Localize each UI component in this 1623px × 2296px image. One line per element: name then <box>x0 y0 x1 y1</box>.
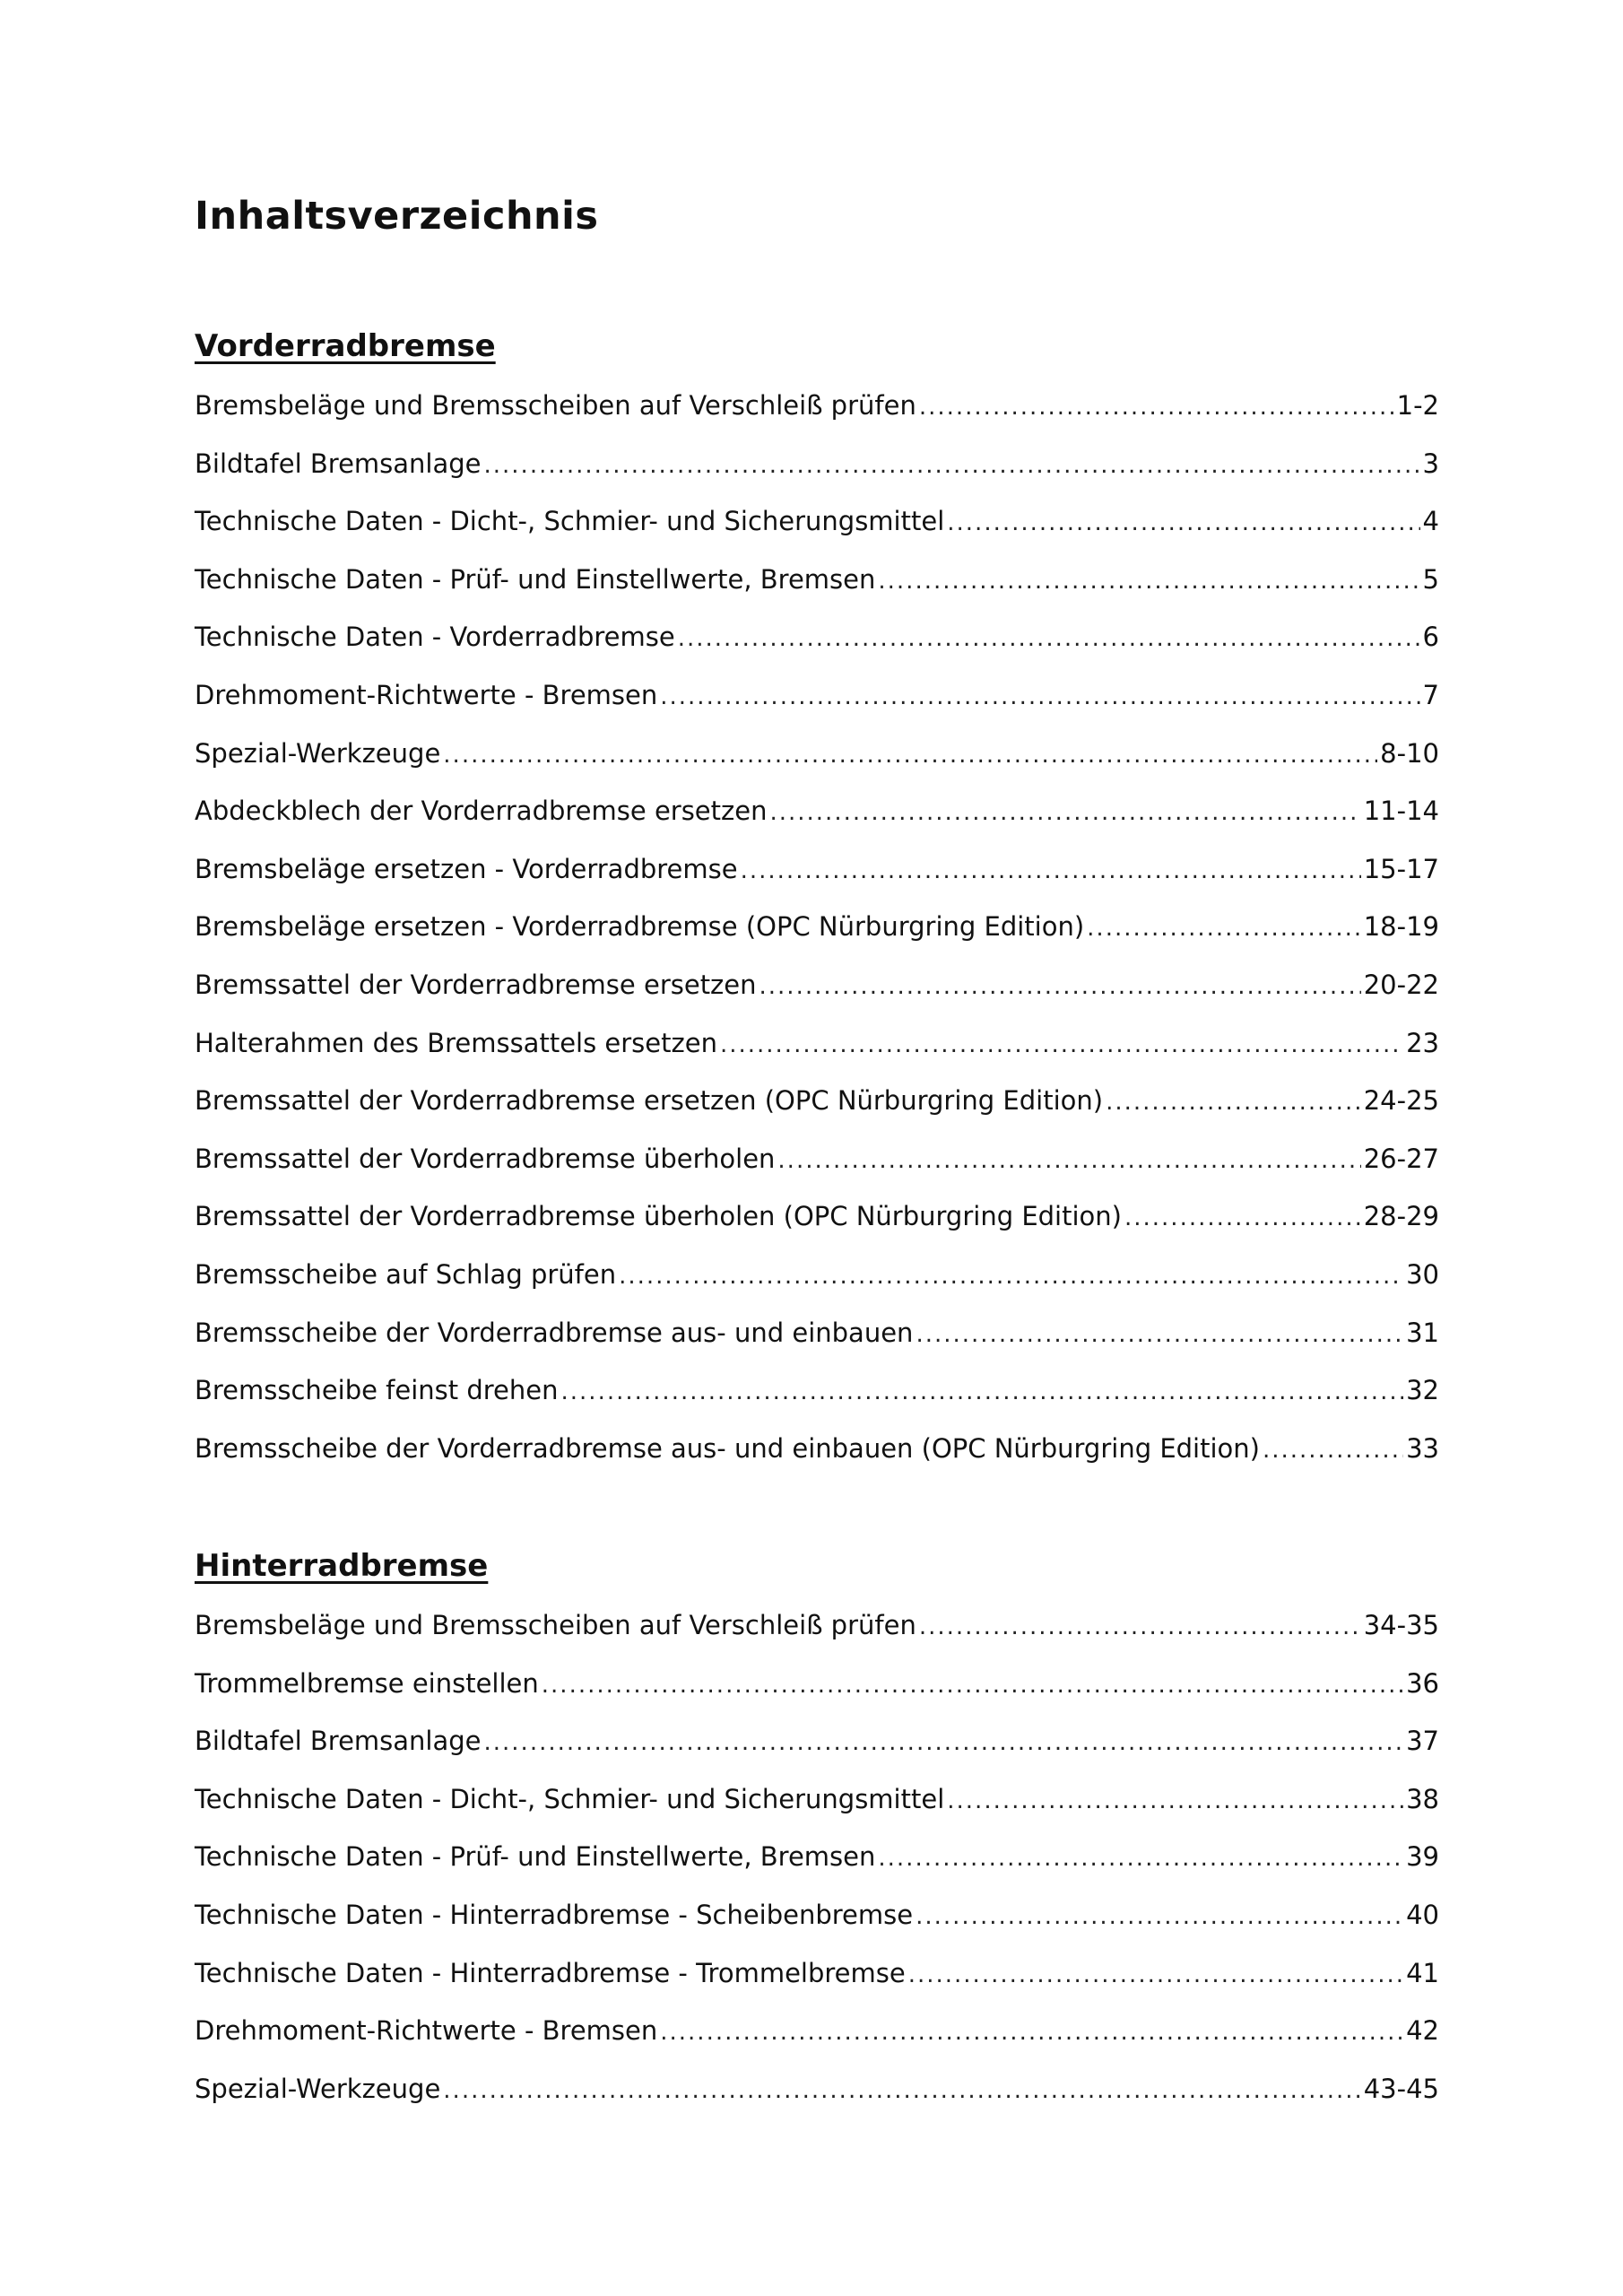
toc-entry[interactable] <box>195 1246 1439 1304</box>
toc-entry-label: Bildtafel Bremsanlage <box>195 448 482 479</box>
toc-entry-page-number: 20-22 <box>1363 969 1439 1000</box>
dot-leader <box>1124 1189 1361 1247</box>
toc-entry[interactable] <box>195 1187 1439 1246</box>
toc-list <box>195 377 1439 1477</box>
toc-entry-page-number: 33 <box>1406 1432 1439 1464</box>
toc-entry[interactable] <box>195 1828 1439 1886</box>
toc-entry-page-number: 4 <box>1422 506 1439 537</box>
dot-leader <box>561 1363 1404 1421</box>
toc-entry[interactable] <box>195 1014 1439 1073</box>
toc-entry[interactable] <box>195 1304 1439 1362</box>
toc-entry-label: Technische Daten - Hinterradbremse - Trommelbremse <box>195 1957 906 1988</box>
toc-entry-page-number: 40 <box>1406 1899 1439 1930</box>
section-heading: Hinterradbremse <box>195 1548 489 1584</box>
dot-leader <box>484 437 1420 494</box>
dot-leader <box>916 1306 1403 1363</box>
toc-entry-label: Technische Daten - Dicht-, Schmier- und Sicherungsmittel <box>195 506 945 537</box>
toc-entry[interactable] <box>195 1361 1439 1420</box>
toc-entry-page-number: 7 <box>1422 679 1439 710</box>
toc-entry-label: Bremssattel der Vorderradbremse ersetzen (OPC Nürburgring Edition) <box>195 1085 1104 1117</box>
toc-entry-page-number: 5 <box>1422 563 1439 595</box>
toc-entry[interactable] <box>195 608 1439 666</box>
toc-entry-page-number: 8-10 <box>1380 737 1439 769</box>
page-title: Inhaltsverzeichnis <box>195 194 599 239</box>
toc-entry-label: Drehmoment-Richtwerte - Bremsen <box>195 679 658 710</box>
dot-leader <box>720 1016 1403 1074</box>
dot-leader <box>769 784 1360 841</box>
dot-leader <box>660 2004 1403 2061</box>
toc-entry-page-number: 18-19 <box>1363 911 1439 943</box>
dot-leader <box>878 1830 1403 1887</box>
dot-leader <box>542 1657 1403 1714</box>
toc-entry-label: Abdeckblech der Vorderradbremse ersetzen <box>195 796 768 827</box>
toc-entry[interactable] <box>195 377 1439 435</box>
toc-entry-label: Bremssattel der Vorderradbremse überholen <box>195 1143 776 1174</box>
toc-entry-page-number: 23 <box>1406 1027 1439 1058</box>
toc-entry-page-number: 11-14 <box>1363 796 1439 827</box>
dot-leader <box>908 1946 1403 2004</box>
section-vorderradbremse <box>195 323 1439 1477</box>
toc-entry-label: Bremssattel der Vorderradbremse überholen (OPC Nürburgring Edition) <box>195 1201 1122 1232</box>
dot-leader <box>878 552 1419 610</box>
dot-leader <box>777 1132 1360 1189</box>
toc-entry-page-number: 6 <box>1422 622 1439 653</box>
toc-entry[interactable] <box>195 435 1439 493</box>
toc-entry-page-number: 24-25 <box>1363 1085 1439 1117</box>
toc-entry-page-number: 41 <box>1406 1957 1439 1988</box>
toc-entry[interactable] <box>195 1072 1439 1130</box>
dot-leader <box>443 2062 1360 2119</box>
toc-entry-page-number: 30 <box>1406 1258 1439 1290</box>
toc-entry[interactable] <box>195 492 1439 551</box>
dot-leader <box>919 1598 1361 1656</box>
toc-entry-label: Halterahmen des Bremssattels ersetzen <box>195 1027 717 1058</box>
dot-leader <box>947 1772 1403 1830</box>
toc-entry-label: Spezial-Werkzeuge <box>195 737 441 769</box>
toc-entry[interactable] <box>195 1420 1439 1478</box>
toc-entry[interactable] <box>195 551 1439 609</box>
toc-entry-page-number: 43-45 <box>1363 2073 1439 2104</box>
toc-entry-page-number: 32 <box>1406 1375 1439 1406</box>
toc-entry[interactable] <box>195 1886 1439 1944</box>
dot-leader <box>1263 1422 1403 1479</box>
toc-entry-page-number: 42 <box>1406 2015 1439 2047</box>
dot-leader <box>678 610 1420 667</box>
toc-entry[interactable] <box>195 1130 1439 1188</box>
toc-entry[interactable] <box>195 666 1439 725</box>
toc-entry-page-number: 28-29 <box>1363 1201 1439 1232</box>
toc-entry-label: Technische Daten - Hinterradbremse - Scheibenbremse <box>195 1899 914 1930</box>
toc-entry[interactable] <box>195 1712 1439 1770</box>
toc-entry-label: Trommelbremse einstellen <box>195 1667 539 1699</box>
toc-entry-page-number: 3 <box>1422 448 1439 479</box>
dot-leader <box>759 958 1361 1015</box>
toc-entry-label: Drehmoment-Richtwerte - Bremsen <box>195 2015 658 2047</box>
toc-entry-label: Bremsscheibe der Vorderradbremse aus- und einbauen <box>195 1317 914 1348</box>
toc-entry-label: Bremsscheibe auf Schlag prüfen <box>195 1258 617 1290</box>
toc-entry[interactable] <box>195 1655 1439 1713</box>
dot-leader <box>660 668 1419 726</box>
toc-entry-label: Technische Daten - Prüf- und Einstellwerte, Bremsen <box>195 563 876 595</box>
toc-entry-label: Bremsscheibe der Vorderradbremse aus- und einbauen (OPC Nürburgring Edition) <box>195 1432 1260 1464</box>
toc-entry-label: Bremsbeläge ersetzen - Vorderradbremse (OPC Nürburgring Edition) <box>195 911 1085 943</box>
toc-entry-page-number: 39 <box>1406 1841 1439 1873</box>
toc-entry[interactable] <box>195 898 1439 956</box>
dot-leader <box>484 1714 1404 1771</box>
toc-entry-page-number: 1-2 <box>1396 390 1439 421</box>
toc-entry[interactable] <box>195 2060 1439 2118</box>
dot-leader <box>1106 1074 1361 1131</box>
toc-entry-page-number: 26-27 <box>1363 1143 1439 1174</box>
toc-entry-label: Spezial-Werkzeuge <box>195 2073 441 2104</box>
toc-entry[interactable] <box>195 2002 1439 2060</box>
dot-leader <box>1087 900 1361 957</box>
toc-entry-label: Technische Daten - Vorderradbremse <box>195 622 675 653</box>
dot-leader <box>741 842 1361 900</box>
toc-entry[interactable] <box>195 782 1439 840</box>
toc-entry-page-number: 36 <box>1406 1667 1439 1699</box>
toc-entry-label: Bremsbeläge ersetzen - Vorderradbremse <box>195 853 738 884</box>
toc-entry-label: Bremsbeläge und Bremsscheiben auf Verschleiß prüfen <box>195 390 916 421</box>
toc-entry[interactable] <box>195 840 1439 899</box>
dot-leader <box>947 494 1419 552</box>
toc-entry[interactable] <box>195 956 1439 1014</box>
toc-entry-page-number: 38 <box>1406 1783 1439 1814</box>
toc-entry-label: Bremsscheibe feinst drehen <box>195 1375 559 1406</box>
toc-entry-label: Technische Daten - Prüf- und Einstellwerte, Bremsen <box>195 1841 876 1873</box>
toc-entry[interactable] <box>195 1770 1439 1829</box>
toc-entry-page-number: 15-17 <box>1363 853 1439 884</box>
toc-entry-page-number: 34-35 <box>1363 1610 1439 1640</box>
toc-entry[interactable] <box>195 725 1439 783</box>
toc-entry[interactable] <box>195 1944 1439 2003</box>
dot-leader <box>916 1888 1403 1945</box>
toc-entry-label: Bremsbeläge und Bremsscheiben auf Verschleiß prüfen <box>195 1610 916 1640</box>
toc-entry-label: Bildtafel Bremsanlage <box>195 1726 482 1757</box>
toc-entry-label: Technische Daten - Dicht-, Schmier- und Sicherungsmittel <box>195 1783 945 1814</box>
dot-leader <box>619 1248 1403 1305</box>
dot-leader <box>443 726 1377 784</box>
toc-list <box>195 1596 1439 2118</box>
section-hinterradbremse <box>195 1543 1439 2118</box>
section-heading: Vorderradbremse <box>195 328 496 364</box>
toc-entry-page-number: 31 <box>1406 1317 1439 1348</box>
toc-entry-label: Bremssattel der Vorderradbremse ersetzen <box>195 969 757 1000</box>
dot-leader <box>919 378 1394 436</box>
toc-entry-page-number: 37 <box>1406 1726 1439 1757</box>
toc-entry[interactable] <box>195 1596 1439 1655</box>
